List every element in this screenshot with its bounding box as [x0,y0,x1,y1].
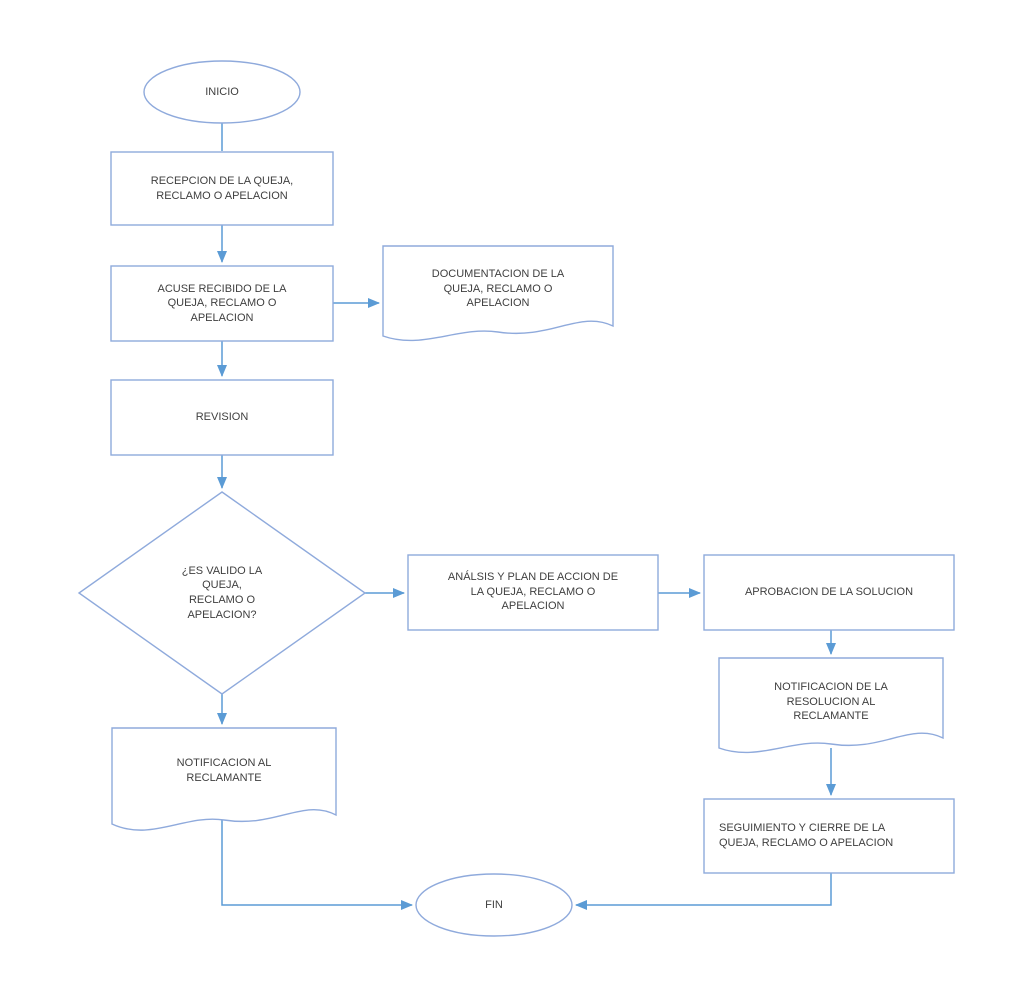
node-notificacion-resolucion-label: NOTIFICACION DE LA RESOLUCION AL RECLAMANTE [774,681,888,723]
node-fin-shape [416,874,572,936]
node-decision-shape [79,492,365,694]
node-notificacion-reclamante-shape [112,728,336,830]
node-recepcion-label: RECEPCION DE LA QUEJA, RECLAMO O APELACION [150,174,294,202]
node-seguimiento-label: SEGUIMIENTO Y CIERRE DE LA QUEJA, RECLAMO O APELACION [719,822,894,849]
node-inicio-label: INICIO [205,85,239,98]
connector-notificacion-reclamante-fin [222,820,412,905]
node-notificacion-reclamante-label: NOTIFICACION AL RECLAMANTE [176,757,272,784]
node-acuse-shape [111,266,333,341]
node-acuse-label: ACUSE RECIBIDO DE LA QUEJA, RECLAMO O APELACION [157,282,287,324]
node-decision-label: ¿ES VALIDO LA QUEJA, RECLAMO O APELACION? [181,564,263,621]
node-recepcion-shape [111,152,333,225]
node-documentacion-shape [383,246,613,340]
node-analisis-label: ANÁLSIS Y PLAN DE ACCION DE LA QUEJA, RECLAMO O APELACION [447,571,619,613]
node-seguimiento-shape [704,799,954,873]
node-revision-label: REVISION [195,411,249,424]
node-documentacion-label: DOCUMENTACION DE LA QUEJA, RECLAMO O APELACION [431,268,565,310]
connector-seguimiento-fin [576,873,831,905]
node-analisis-shape [408,555,658,630]
node-notificacion-resolucion-shape [719,658,943,752]
node-aprobacion-shape [704,555,954,630]
node-inicio-shape [144,61,300,123]
node-aprobacion-label: APROBACION DE LA SOLUCION [744,585,914,598]
node-revision-shape [111,380,333,455]
node-fin-label: FIN [485,898,503,911]
